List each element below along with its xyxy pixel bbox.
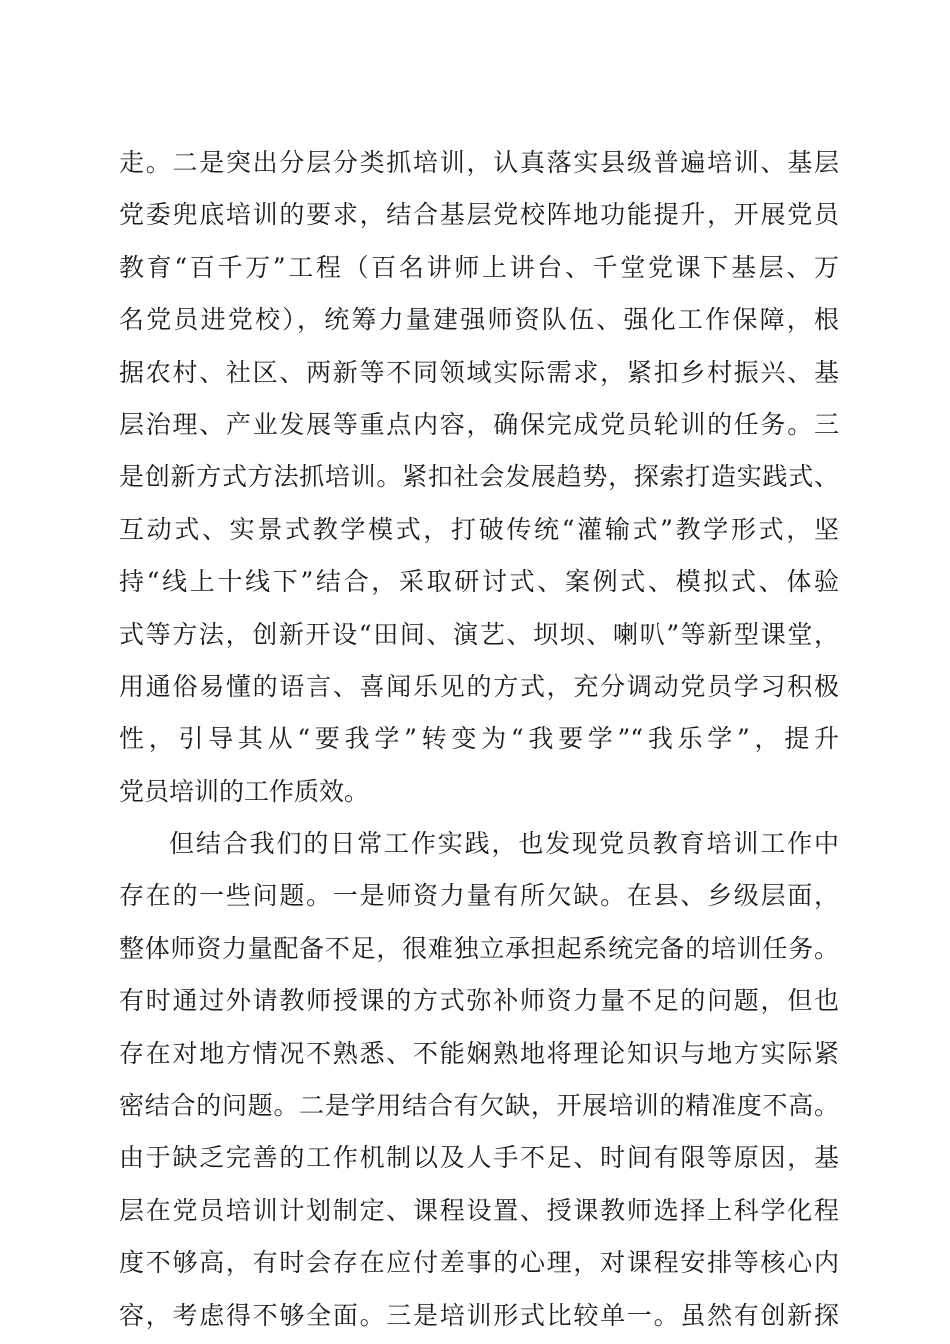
text-line: 存在对地方情况不熟悉、不能娴熟地将理论知识与地方实际紧 (119, 1038, 839, 1068)
text-line: 度不够高，有时会存在应付差事的心理，对课程安排等核心内 (119, 1248, 839, 1278)
text-line: 用通俗易懂的语言、喜闻乐见的方式，充分调动党员学习积极 (119, 671, 839, 701)
text-line: 由于缺乏完善的工作机制以及人手不足、时间有限等原因，基 (119, 1143, 839, 1173)
text-line: 整体师资力量配备不足，很难独立承担起系统完备的培训任务。 (119, 933, 839, 963)
text-line: 党员培训的工作质效。 (119, 776, 370, 806)
text-line: 据农村、社区、两新等不同领域实际需求，紧扣乡村振兴、基 (119, 357, 839, 387)
text-line: 名党员进党校），统筹力量建强师资队伍、强化工作保障，根 (119, 305, 839, 335)
text-line: 层治理、产业发展等重点内容，确保完成党员轮训的任务。三 (119, 409, 839, 439)
document-body (119, 137, 839, 1342)
text-line: 但结合我们的日常工作实践，也发现党员教育培训工作中 (169, 829, 839, 859)
text-line: 是创新方式方法抓培训。紧扣社会发展趋势，探索打造实践式、 (119, 462, 839, 492)
text-line: 式等方法，创新开设“田间、演艺、坝坝、喇叭”等新型课堂， (119, 619, 839, 649)
text-line: 密结合的问题。二是学用结合有欠缺，开展培训的精准度不高。 (119, 1091, 839, 1121)
paragraph-problems (119, 818, 839, 1342)
text-line: 有时通过外请教师授课的方式弥补师资力量不足的问题，但也 (119, 986, 839, 1016)
text-line: 党委兜底培训的要求，结合基层党校阵地功能提升，开展党员 (119, 200, 839, 230)
text-line: 持“线上十线下”结合，采取研讨式、案例式、模拟式、体验 (119, 567, 839, 597)
text-line: 容，考虑得不够全面。三是培训形式比较单一。虽然有创新探 (119, 1300, 839, 1330)
text-line: 存在的一些问题。一是师资力量有所欠缺。在县、乡级层面， (119, 881, 839, 911)
text-line: 教育“百千万”工程（百名讲师上讲台、千堂党课下基层、万 (119, 252, 839, 282)
paragraph-training-methods (119, 137, 839, 818)
text-line: 走。二是突出分层分类抓培训，认真落实县级普遍培训、基层 (119, 148, 839, 177)
text-line: 性，引导其从“要我学”转变为“我要学”“我乐学”，提升 (119, 724, 839, 754)
text-line: 层在党员培训计划制定、课程设置、授课教师选择上科学化程 (119, 1195, 839, 1225)
text-line: 互动式、实景式教学模式，打破传统“灌输式”教学形式，坚 (119, 514, 839, 544)
